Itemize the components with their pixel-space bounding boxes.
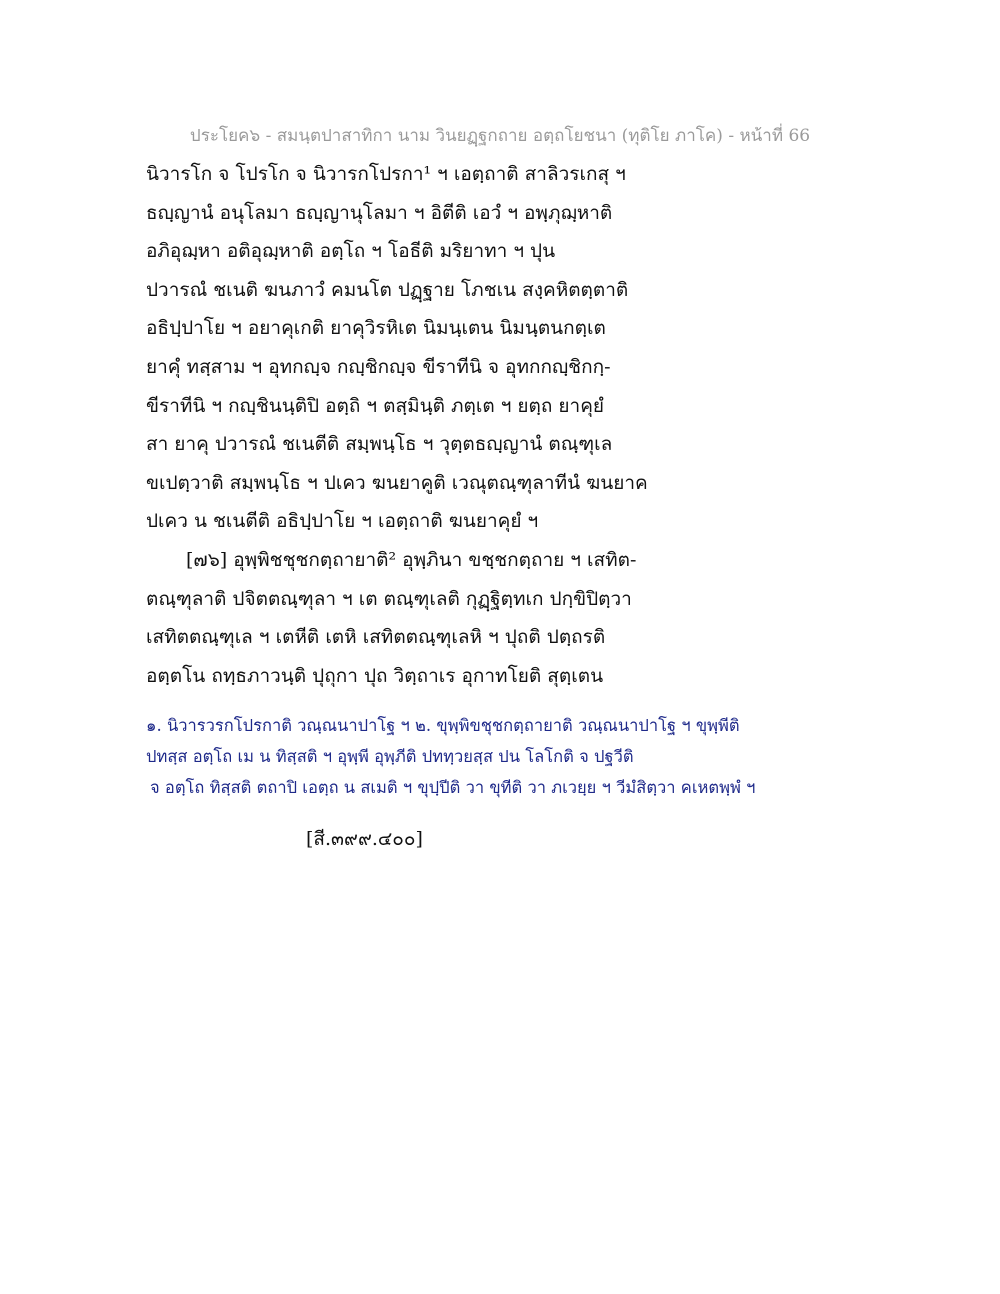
footnote-line: ปทสฺส อตฺโถ เม น ทิสฺสติ ฯ อุพฺพี อุพฺภีติ ปททฺวยสฺส ปน โลโกติ จ ปฐวีติ <box>146 747 634 766</box>
text-line: อธิปฺปาโย ฯ อยาคุเกติ ยาคุวิรหิเต นิมนฺเตน นิมนฺตนกตฺเต <box>146 317 606 340</box>
text-line: สา ยาคุ ปวารณํ ชเนตีติ สมฺพนฺโธ ฯ วุตฺตธญฺญานํ ตณฺฑุเล <box>146 433 613 456</box>
footnotes <box>146 714 786 807</box>
text-line: เสทิตตณฺฑุเล ฯ เตหีติ เตหิ เสทิตตณฺฑุเลหิ ฯ ปุถติ ปตฺถรติ <box>146 626 606 649</box>
text-line: อภิอุฌฺหา อติอุฌฺหาติ อตฺโถ ฯ โอธีติ มริยาทา ฯ ปุน <box>146 240 556 263</box>
text-line: ปวารณํ ชเนติ ฆนภาวํ คมนโต ปฏฺฐาย โภชเน สงฺคหิตตฺตาติ <box>146 278 629 301</box>
text-line: ธญฺญานํ อนุโลมา ธญฺญานุโลมา ฯ อิตีติ เอวํ ฯ อพฺภุฌฺหาติ <box>146 201 613 224</box>
page-header: ประโยค๖ - สมนฺตปาสาทิกา นาม วินยฏฺฐกถาย อตฺถโยชนา (ทุติโย ภาโค) - หน้าที่ 66 <box>189 126 811 146</box>
text-line: ขเปตฺวาติ สมฺพนฺโธ ฯ ปเคว ฆนยาคูติ เวณุตณฺฑุลาทีนํ ฆนยาค <box>146 471 648 494</box>
page-reference: [สี.๓๙๙.๔๐๐] <box>306 828 423 850</box>
footnote-line: จ อตฺโถ ทิสฺสติ ตถาปิ เอตฺถ น สเมติ ฯ ขุปฺปีติ วา ขุทีติ วา ภเวยฺย ฯ วีมํสิตฺวา คเหตพฺพํ ฯ <box>150 778 756 797</box>
text-line: ขีราทีนิ ฯ กญฺชินนฺติปิ อตฺถิ ฯ ตสฺมินฺติ ภตฺเต ฯ ยตฺถ ยาคุยํ <box>146 394 605 417</box>
footnote-line: ๑. นิวารวรกโปรกาติ วณฺณนาปาโฐ ฯ ๒. ขุพฺพิขชุชกตฺถายาติ วณฺณนาปาโฐ ฯ ขุพฺพีติ <box>146 716 740 735</box>
main-text <box>146 160 786 700</box>
text-line: ยาคุํ ทสฺสาม ฯ อุทกญฺจ กญฺชิกญฺจ ขีราทีนิ จ อุทกกญฺชิกกฺ- <box>146 355 611 378</box>
text-line: ปเคว น ชเนตีติ อธิปฺปาโย ฯ เอตฺถาติ ฆนยาคุยํ ฯ <box>146 510 539 533</box>
text-line: อตฺตโน ถทฺธภาวนฺติ ปุถุกา ปุถ วิตฺถาเร อุกาทโยติ สุตฺเตน <box>146 664 604 687</box>
text-line: ตณฺฑุลาติ ปจิตตณฺฑุลา ฯ เต ตณฺฑุเลติ กุฏฺฐิตฺทเก ปกฺขิปิตฺวา <box>146 587 632 610</box>
text-line: นิวารโก จ โปรโก จ นิวารกโปรกา¹ ฯ เอตฺถาติ สาลิวรเกสุ ฯ <box>146 163 626 185</box>
paragraph-start-line: [๗๖] อุพฺพิชชุชกตฺถายาติ² อุพฺภินา ขชฺชกตฺถาย ฯ เสทิต- <box>186 548 637 571</box>
